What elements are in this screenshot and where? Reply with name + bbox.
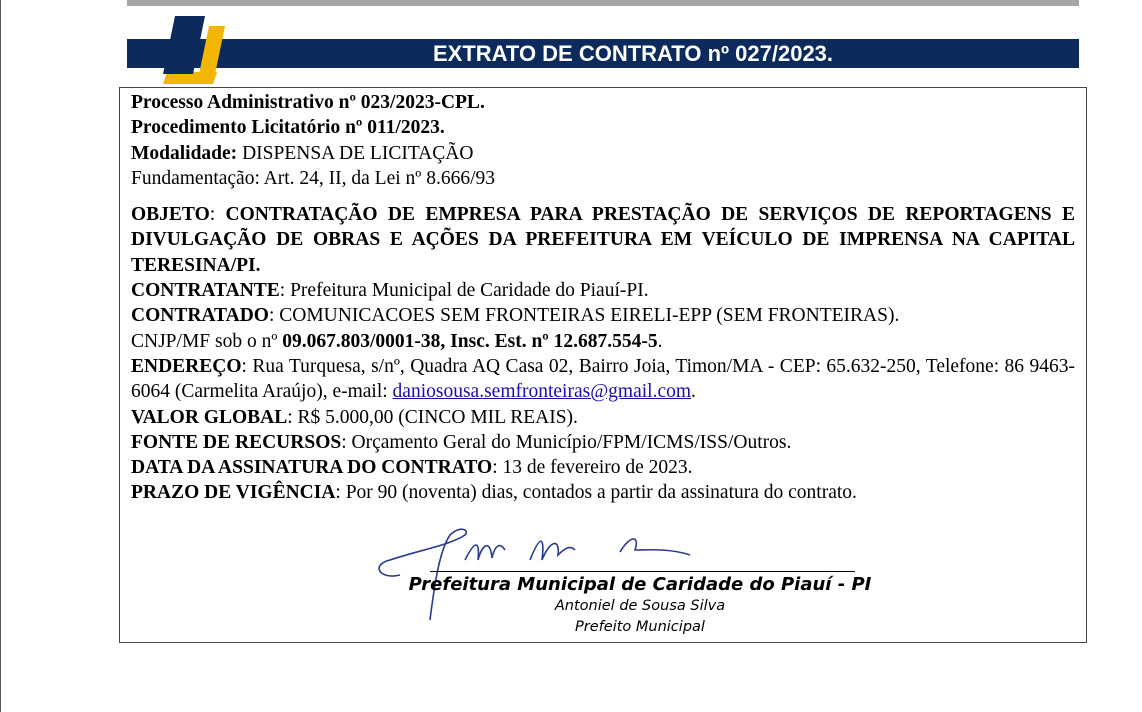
prazo-label: PRAZO DE VIGÊNCIA bbox=[131, 482, 336, 504]
data-assinatura-label: DATA DA ASSINATURA DO CONTRATO bbox=[131, 457, 493, 479]
data-assinatura-value: : 13 de fevereiro de 2023. bbox=[492, 457, 693, 479]
valor-label: VALOR GLOBAL bbox=[131, 406, 288, 428]
objeto-label: OBJETO bbox=[131, 204, 210, 226]
signature-line bbox=[430, 571, 855, 572]
signature-name: Antoniel de Sousa Silva bbox=[554, 598, 726, 614]
email-link[interactable]: daniosousa.semfronteiras@gmail.com bbox=[392, 381, 692, 403]
endereco-value: : Rua Turquesa, s/nº, Quadra AQ Casa 02, Bairro Joia, Timon/MA - CEP: 65.632-250, Telefone: 86 9463-6064 (Carmelita Araújo), e-mail: bbox=[131, 355, 1075, 403]
endereco-label: ENDEREÇO bbox=[131, 355, 242, 377]
page-left-border bbox=[0, 0, 6, 712]
objeto-value: CONTRATAÇÃO DE EMPRESA PARA PRESTAÇÃO DE SERVIÇOS DE REPORTAGENS E DIVULGAÇÃO DE OBRAS E AÇÕES DA PREFEITURA EM VEÍCULO DE IMPRENSA NA CAPITAL TERESINA/PI. bbox=[131, 204, 1075, 276]
cnpj-suffix: . bbox=[657, 330, 663, 352]
signature-org: Prefeitura Municipal de Caridade do Piauí - PI bbox=[408, 574, 872, 595]
document-title: EXTRATO DE CONTRATO nº 027/2023. bbox=[432, 41, 834, 66]
objeto-separator: : bbox=[209, 204, 226, 226]
cnpj-prefix: CNJP/MF sob o nº bbox=[131, 330, 283, 352]
processo-line: Processo Administrativo nº 023/2023-CPL. bbox=[131, 92, 485, 113]
cnpj-value: 09.067.803/0001-38, Insc. Est. nº 12.687.554-5 bbox=[282, 330, 658, 352]
fundamentacao-line: Fundamentação: Art. 24, II, da Lei nº 8.666/93 bbox=[131, 167, 496, 189]
prazo-value: : Por 90 (noventa) dias, contados a partir da assinatura do contrato. bbox=[335, 482, 857, 504]
fonte-label: FONTE DE RECURSOS bbox=[131, 431, 342, 453]
top-gray-rule bbox=[127, 0, 1079, 6]
contratado-label: CONTRATADO bbox=[131, 305, 269, 327]
procedimento-line: Procedimento Licitatório nº 011/2023. bbox=[131, 117, 445, 139]
contratado-value: : COMUNICACOES SEM FRONTEIRAS EIRELI-EPP (SEM FRONTEIRAS). bbox=[268, 305, 900, 327]
contratante-value: : Prefeitura Municipal de Caridade do Piauí-PI. bbox=[279, 280, 649, 302]
contratante-label: CONTRATANTE bbox=[131, 280, 280, 302]
modalidade-value: DISPENSA DE LICITAÇÃO bbox=[237, 142, 474, 164]
fonte-value: : Orçamento Geral do Município/FPM/ICMS/ISS/Outros. bbox=[341, 431, 792, 453]
valor-value: : R$ 5.000,00 (CINCO MIL REAIS). bbox=[287, 406, 578, 428]
signature-role: Prefeito Municipal bbox=[575, 619, 705, 635]
modalidade-label: Modalidade: bbox=[131, 142, 238, 164]
contract-content bbox=[131, 90, 1075, 506]
endereco-end: . bbox=[691, 381, 696, 403]
